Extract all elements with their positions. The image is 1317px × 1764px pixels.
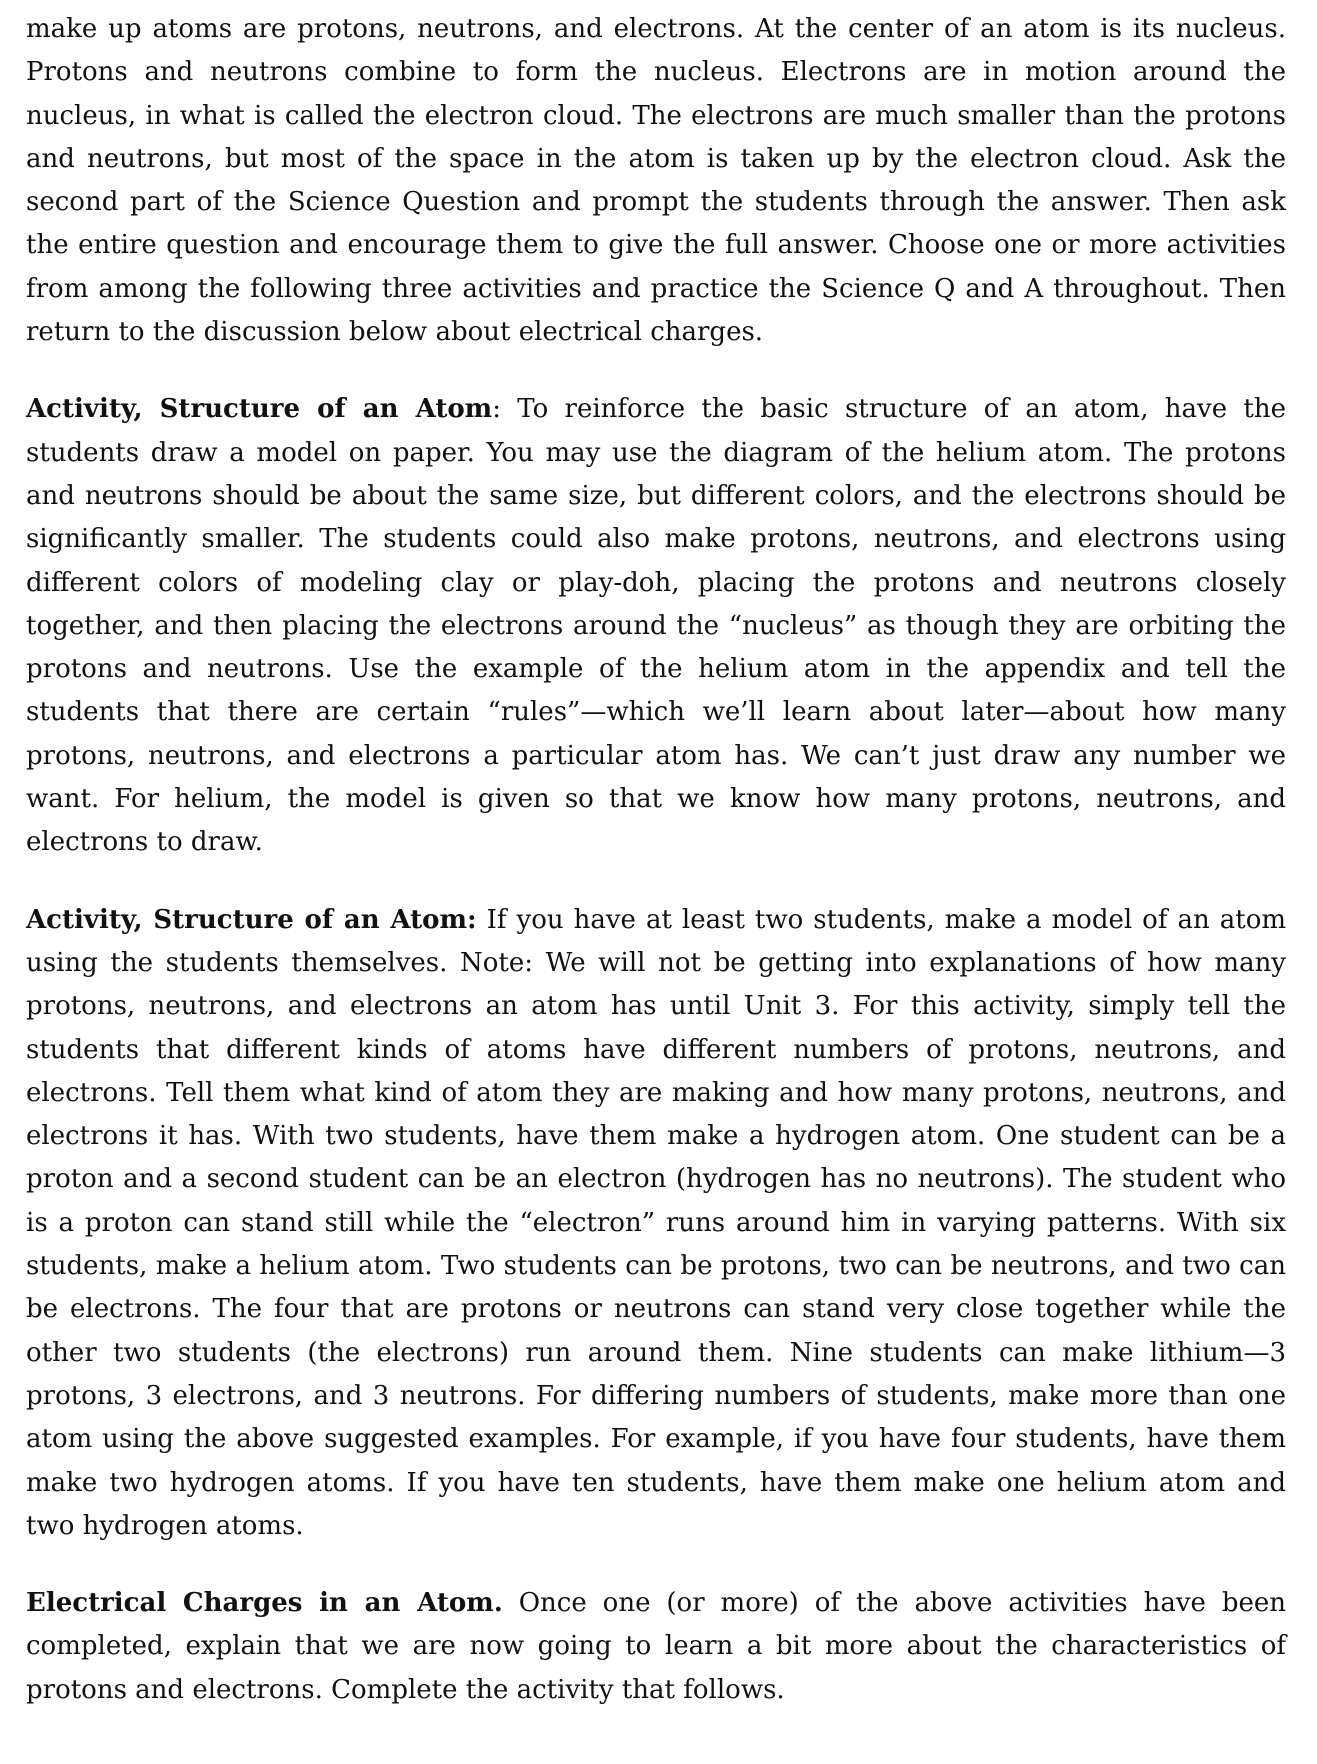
paragraph-spacer [26, 354, 1286, 388]
activity-students-heading: Activity, Structure of an Atom: [26, 904, 477, 935]
intro-paragraph: make up atoms are protons, neutrons, and electrons. At the center of an atom is its nucleus. Protons and neutrons combine to form the nucleus. Electrons are in motion around the nucleus, in what is called the electron cloud. The electrons are much smaller than the protons and neutrons, but most of the space in the atom is taken up by the electron cloud. Ask the second part of the Science Question and prompt the students through the answer. Then ask the entire question and encourage them to give the full answer. Choose one or more activities from among the following three activities and practice the Science Q and A throughout. Then return to the discussion below about electrical charges. [26, 14, 1286, 348]
activity-drawing-paragraph [26, 388, 1286, 864]
activity-drawing-heading: Activity, Structure of an Atom [26, 394, 493, 425]
document-page [26, 8, 1286, 1712]
activity-students-paragraph [26, 899, 1286, 1548]
activity-drawing-body: : To reinforce the basic structure of an atom, have the students draw a model on paper. You may use the diagram of the helium atom. The protons and neutrons should be about the same size, but different colors, and the electrons should be significantly smaller. The students could also make protons, neutrons, and electrons using different colors of modeling clay or play-doh, placing the protons and neutrons closely together, and then placing the electrons around the “nucleus” as though they are orbiting the protons and neutrons. Use the example of the helium atom in the appendix and tell the students that there are certain “rules”—which we’ll learn about later—about how many protons, neutrons, and electrons a particular atom has. We can’t just draw any number we want. For helium, the model is given so that we know how many protons, neutrons, and electrons to draw. [26, 394, 1286, 858]
paragraph-spacer [26, 1548, 1286, 1582]
electrical-charges-heading: Electrical Charges in an Atom. [26, 1588, 503, 1619]
activity-students-body: If you have at least two students, make a model of an atom using the students themselves. Note: We will not be getting into explanations of how many protons, neutrons, and electrons an atom has until Unit 3. For this activity, simply tell the students that different kinds of atoms have different numbers of protons, neutrons, and electrons. Tell them what kind of atom they are making and how many protons, neutrons, and electrons it has. With two students, have them make a hydrogen atom. One student can be a proton and a second student can be an electron (hydrogen has no neutrons). The student who is a proton can stand still while the “electron” runs around him in varying patterns. With six students, make a helium atom. Two students can be protons, two can be neutrons, and two can be electrons. The four that are protons or neutrons can stand very close together while the other two students (the electrons) run around them. Nine students can make lithium—3 protons, 3 electrons, and 3 neutrons. For differing numbers of students, make more than one atom using the above suggested examples. For example, if you have four students, have them make two hydrogen atoms. If you have ten students, have them make one helium atom and two hydrogen atoms. [26, 904, 1286, 1541]
electrical-charges-body: Once one (or more) of the above activities have been completed, explain that we are now going to learn a bit more about the characteristics of protons and electrons. Complete the activity that follows. [26, 1588, 1287, 1705]
paragraph-spacer [26, 865, 1286, 899]
electrical-charges-paragraph [26, 1582, 1286, 1712]
